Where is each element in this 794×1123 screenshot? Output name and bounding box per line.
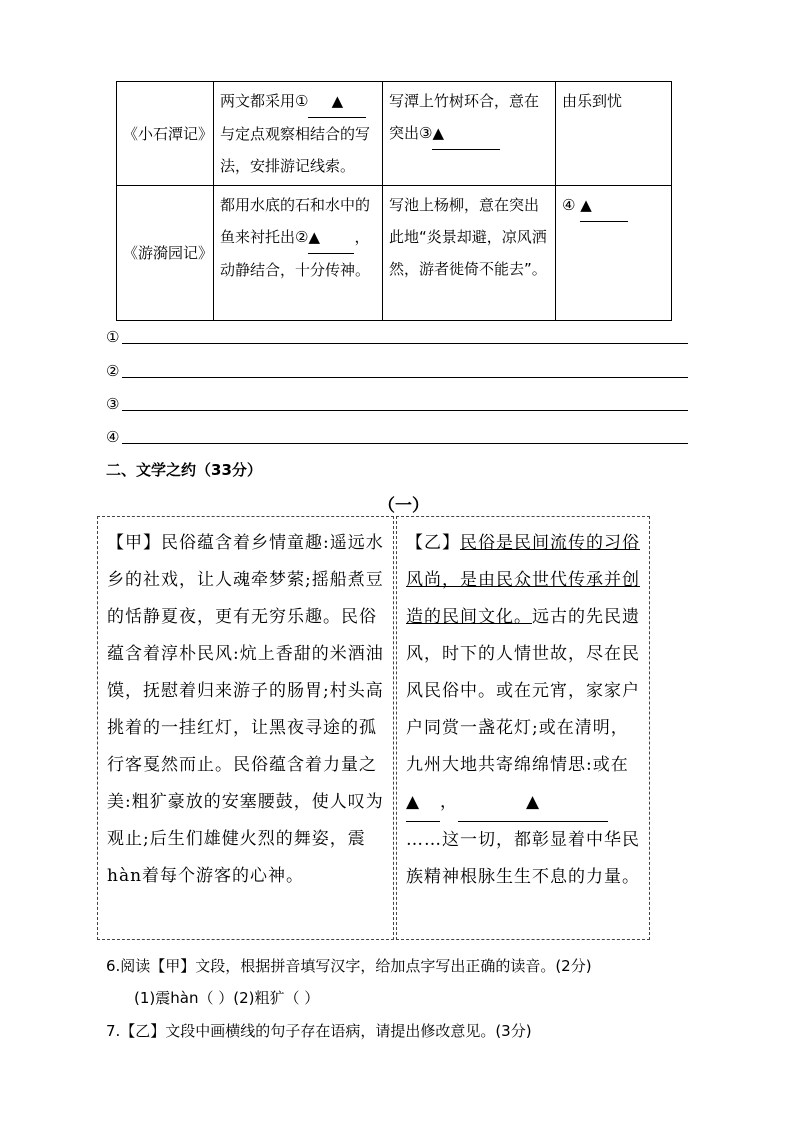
blank-1[interactable]: ▲	[308, 85, 366, 118]
answer-label: ④	[106, 428, 120, 446]
section-title: 二、文学之约（33分）	[106, 461, 262, 479]
cell-text: 两文都采用①	[220, 92, 309, 110]
passage-blank-1[interactable]: ▲	[406, 784, 440, 822]
passage-blank-2[interactable]: ▲	[458, 784, 608, 822]
table-row	[117, 82, 672, 186]
blank-3[interactable]: ▲	[432, 117, 500, 150]
sub-title: （一）	[378, 496, 429, 516]
table-cell	[556, 82, 672, 186]
cell-text: ，动静结合，十分传神。	[220, 228, 371, 279]
table-cell	[214, 186, 383, 321]
table-cell	[383, 186, 556, 321]
answer-line-1[interactable]	[106, 328, 119, 348]
passage-b-text: 远古的先民遗风，时下的人情世故，尽在民风民俗中。或在元宵，家家户户同赏一盏花灯;或在清明，九州大地共寄绵绵情思:或在	[406, 607, 640, 775]
answer-rule	[122, 443, 688, 444]
cell-text: ④	[562, 196, 576, 214]
question-6: 6.阅读【甲】文段，根据拼音填写汉字，给加点字写出正确的读音。(2分)	[106, 957, 592, 975]
answer-label: ③	[106, 395, 120, 413]
answer-label: ①	[106, 328, 120, 346]
answer-line-3[interactable]	[106, 395, 119, 415]
table-row	[117, 186, 672, 321]
underlined-sentence: 民俗是民间流传的习俗风尚，是由民众世代传承并创造的民间文化。	[406, 533, 640, 627]
table-cell-title	[117, 186, 214, 321]
answer-rule	[122, 343, 688, 344]
table-cell	[214, 82, 383, 186]
answer-rule	[122, 377, 688, 378]
passage-a-box	[97, 516, 394, 940]
cell-text: 与定点观察相结合的写法，安排游记线索。	[220, 125, 371, 175]
answer-label: ②	[106, 362, 120, 380]
question-7: 7.【乙】文段中画横线的句子存在语病，请提出修改意见。(3分)	[106, 1022, 532, 1040]
row2-title: 《游漪园记》	[123, 244, 214, 262]
cell-text: 由乐到忧	[562, 92, 623, 110]
question-6-items: (1)震hàn（ ）(2)粗犷（ ）	[134, 989, 320, 1007]
cell-text: 写潭上竹树环合，意在突出③	[389, 92, 540, 142]
answer-line-2[interactable]	[106, 362, 119, 382]
passage-b-label: 【乙】	[406, 533, 460, 553]
blank-4[interactable]: ▲	[580, 189, 628, 222]
cell-text: 写池上杨柳，意在突出此地“炎景却避，凉风洒然，游者徙倚不能去”。	[389, 196, 547, 278]
passage-a-text: 【甲】民俗蕴含着乡情童趣:遥远水乡的社戏，让人魂牵梦萦;摇船煮豆的恬静夏夜，更有无穷乐趣。民俗蕴含着淳朴民风:炕上香甜的米酒油馍，抚慰着归来游子的肠胃;村头高挑着的一挂红灯，让黑夜寻途的孤行客戛然而止。民俗蕴含着力量之美:粗犷豪放的安塞腰鼓，使人叹为观止;后生们雄健火烈的舞姿，震hàn着每个游客的心神。	[107, 533, 384, 886]
answer-line-4[interactable]	[106, 428, 119, 448]
blank-2[interactable]: ▲	[308, 221, 354, 254]
passage-b-ending: ……这一切，都彰显着中华民族精神根脉生生不息的力量。	[406, 830, 640, 887]
table-cell	[556, 186, 672, 321]
comparison-table	[116, 81, 672, 321]
cell-text: 都用水底的石和水中的鱼来衬托出②	[220, 196, 371, 246]
comma: ，	[440, 792, 458, 812]
row1-title: 《小石潭记》	[123, 124, 214, 143]
table-cell	[383, 82, 556, 186]
table-cell-title	[117, 82, 214, 186]
passage-b-box	[396, 516, 650, 940]
answer-rule	[122, 410, 688, 411]
